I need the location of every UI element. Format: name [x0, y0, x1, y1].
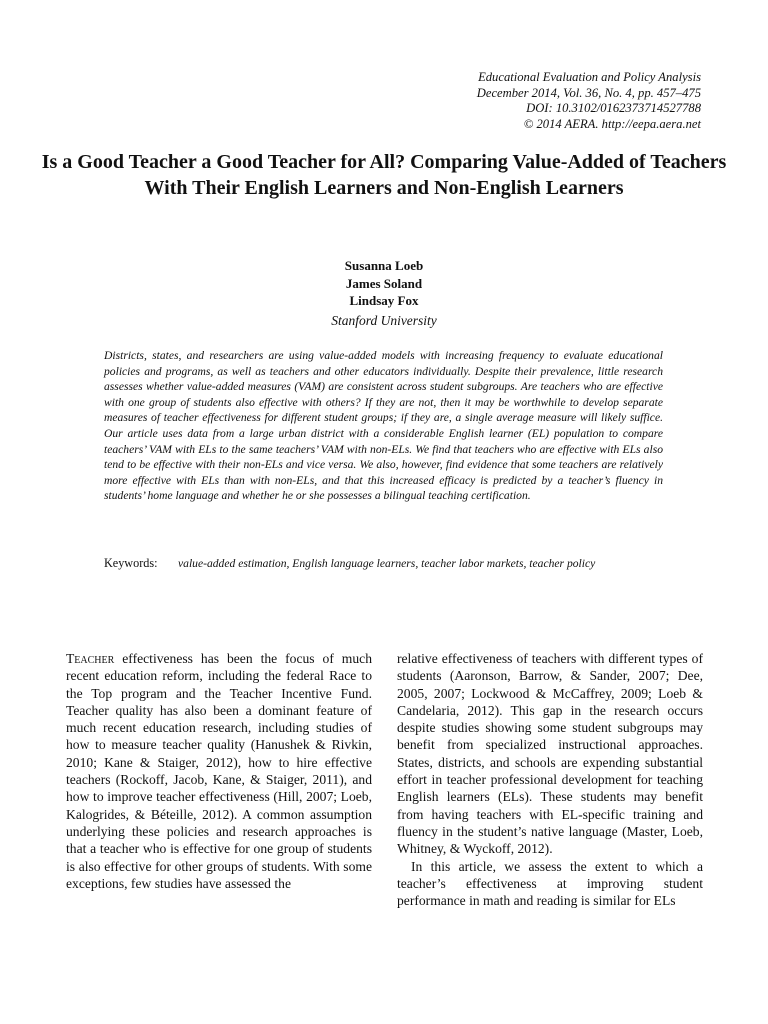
- journal-issue: December 2014, Vol. 36, No. 4, pp. 457–475: [476, 85, 701, 100]
- paper-title: Is a Good Teacher a Good Teacher for All? Comparing Value-Added of Teachers With Their English Learners and Non-English Learners: [41, 151, 727, 199]
- lead-word: Teacher: [66, 651, 115, 666]
- body-column-right: [397, 650, 703, 909]
- author-name: Lindsay Fox: [349, 293, 419, 308]
- body-paragraph: In this article, we assess the extent to which a teacher’s effectiveness at improving student performance in math and reading is similar for ELs: [397, 858, 703, 909]
- author-name: Susanna Loeb: [344, 258, 424, 273]
- author-affiliation: Stanford University: [331, 312, 437, 328]
- journal-name: Educational Evaluation and Policy Analysis: [478, 70, 701, 84]
- abstract: Districts, states, and researchers are using value-added models with increasing frequency to evaluate educational policies and programs, as well as teachers and other educators individually. Despite their prevalence, little research assesses whether value-added measures (VAM) are consistent across student subgroups. Are teachers who are effective with one group of students also effective with others? If they are not, then it may be worthwhile to develop separate measures of teacher effectiveness for different student groups; if they are, a single average measure will likely suffice. Our article uses data from a large urban district with a considerable English learner (EL) population to compare teachers’ VAM with ELs to the same teachers’ VAM with non-ELs. We find that teachers who are effective with ELs also tend to be effective with their non-ELs and vice versa. We also, however, find evidence that some teachers are relatively more effective with ELs than with non-ELs, and that this increased efficacy is predicted by a teacher’s fluency in students’ home language and whether he or she possesses a bilingual teaching certification.: [104, 349, 663, 503]
- author-block: [0, 257, 768, 329]
- body-text: effectiveness has been the focus of much recent education reform, including the federal Race to the Top program and the Teacher Incentive Fund. Teacher quality has also been a dominant feature of much recent education research, including studies of how to measure teacher quality (Hanushek & Rivkin, 2010; Kane & Staiger, 2012), how to hire effective teachers (Rockoff, Jacob, Kane, & Staiger, 2011), and how to improve teacher effectiveness (Hill, 2007; Loeb, Kalogrides, & Béteille, 2012). A common assumption underlying these policies and research approaches is that a teacher who is effective for one group of students is also effective for other groups of students. With some exceptions, few studies have assessed the: [66, 651, 372, 891]
- journal-doi: DOI: 10.3102/0162373714527788: [526, 101, 701, 116]
- body-paragraph: [66, 650, 372, 892]
- keywords-label: Keywords:: [104, 556, 158, 570]
- keywords-text: value-added estimation, English language learners, teacher labor markets, teacher policy: [178, 557, 596, 570]
- journal-info: [301, 70, 701, 132]
- journal-copyright: © 2014 AERA. http://eepa.aera.net: [523, 116, 701, 131]
- keywords: [104, 556, 664, 572]
- body-column-left: [66, 650, 372, 892]
- author-name: James Soland: [345, 275, 423, 291]
- body-paragraph: relative effectiveness of teachers with different types of students (Aaronson, Barrow, & Sander, 2007; Dee, 2005, 2007; Lockwood & McCaffrey, 2009; Loeb & Candelaria, 2012). This gap in the research occurs despite studies showing some student subgroups may benefit from specialized instructional approaches. States, districts, and schools are expending substantial effort in teacher professional development for teaching English learners (ELs). These students may benefit from having teachers with EL-specific training and fluency in the student’s native language (Master, Loeb, Whitney, & Wyckoff, 2012).: [397, 651, 703, 857]
